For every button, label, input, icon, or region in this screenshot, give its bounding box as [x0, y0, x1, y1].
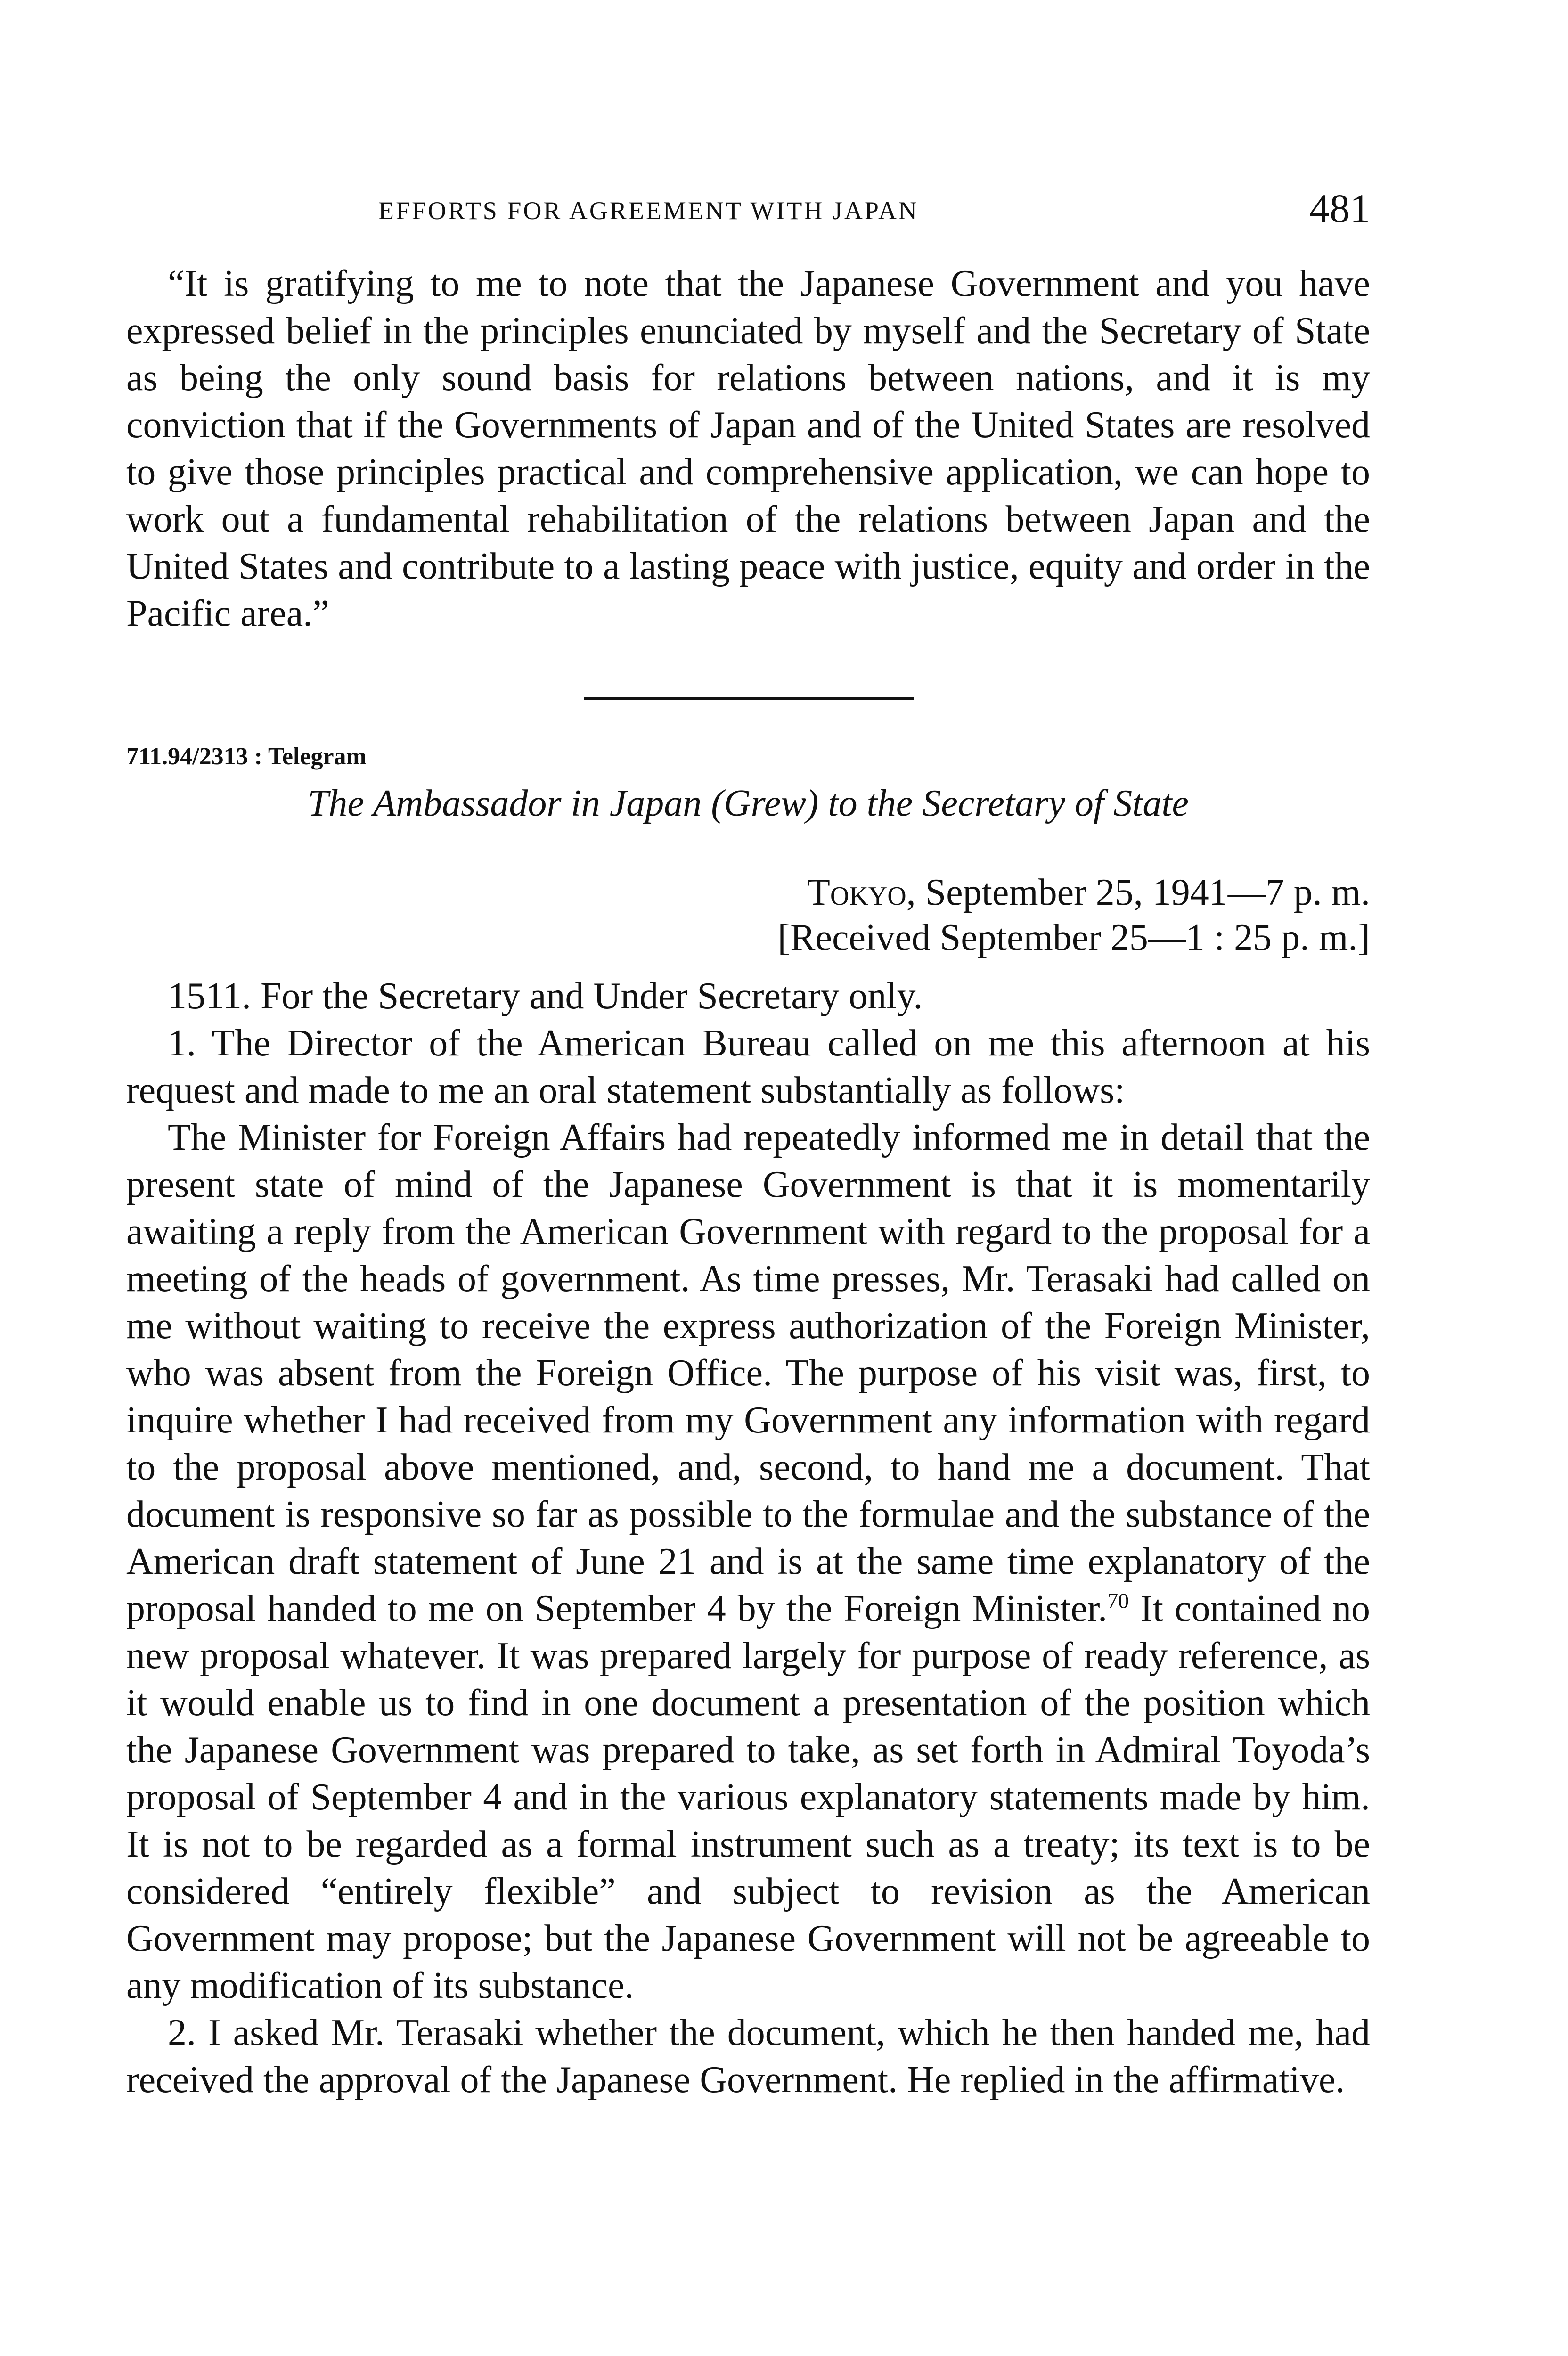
- running-head: [126, 186, 1370, 243]
- running-title: EFFORTS FOR AGREEMENT WITH JAPAN: [378, 196, 919, 225]
- document-heading: The Ambassador in Japan (Grew) to the Secretary of State: [307, 783, 1189, 824]
- body-paragraph: 1511. For the Secretary and Under Secretary only.: [168, 975, 923, 1017]
- body-text: The Minister for Foreign Affairs had repeatedly informed me in detail that the present state of mind of the Japanese Government is that it is momentarily awaiting a reply from the American Government with regard to the proposal for a meeting of the heads of government. As time presses, Mr. Terasaki had called on me without waiting to receive the express authorization of the Foreign Minister, who was absent from the Foreign Office. The purpose of his visit was, first, to inquire whether I had received from my Government any information with regard to the proposal above mentioned, and, second, to hand me a document. That document is responsive so far as possible to the formulae and the substance of the American draft statement of June 21 and is at the same time explanatory of the proposal handed to me on September 4 by the Foreign Minister.: [126, 1117, 1370, 1629]
- section-divider: [584, 697, 914, 700]
- file-reference: 711.94/2313 : Telegram: [126, 743, 367, 770]
- footnote-reference[interactable]: 70: [1107, 1588, 1129, 1613]
- body-text: It contained no new proposal whatever. It was prepared largely for purpose of ready reference, as it would enable us to find in one document a presentation of the position which the Japanese Government was prepared to take, as set forth in Admiral Toyoda’s proposal of September 4 and in the various explanatory statements made by him. It is not to be regarded as a formal instrument such as a treaty; its text is to be considered “entirely flexible” and subject to revision as the American Government may propose; but the Japanese Government will not be agreeable to any modification of its substance.: [126, 1588, 1371, 2006]
- dateline-date: , September 25, 1941—7 p. m.: [906, 872, 1370, 913]
- body-paragraph: [126, 1114, 1370, 2009]
- quote-paragraph: “It is gratifying to me to note that the Japanese Government and you have expressed belief in the principles enunciated by myself and the Secretary of State as being the only sound basis for relations between nations, and it is my conviction that if the Governments of Japan and of the United States are resolved to give those principles practical and comprehensive application, we can hope to work out a fundamental rehabilitation of the relations between Japan and the United States and contribute to a lasting peace with justice, equity and order in the Pacific area.”: [126, 263, 1370, 634]
- dateline-sent: [778, 870, 1370, 915]
- telegram-body: [126, 973, 1370, 2103]
- dateline-received: [Received September 25—1 : 25 p. m.]: [777, 917, 1370, 958]
- dateline-place: Tokyo: [807, 872, 906, 913]
- quoted-statement: [126, 260, 1370, 637]
- dateline: [778, 870, 1370, 960]
- body-paragraph: 2. I asked Mr. Terasaki whether the document, which he then handed me, had received the approval of the Japanese Government. He replied in the affirmative.: [126, 2012, 1370, 2101]
- page-number: 481: [1309, 186, 1370, 231]
- body-paragraph: 1. The Director of the American Bureau called on me this afternoon at his request and made to me an oral statement substantially as follows:: [126, 1023, 1370, 1111]
